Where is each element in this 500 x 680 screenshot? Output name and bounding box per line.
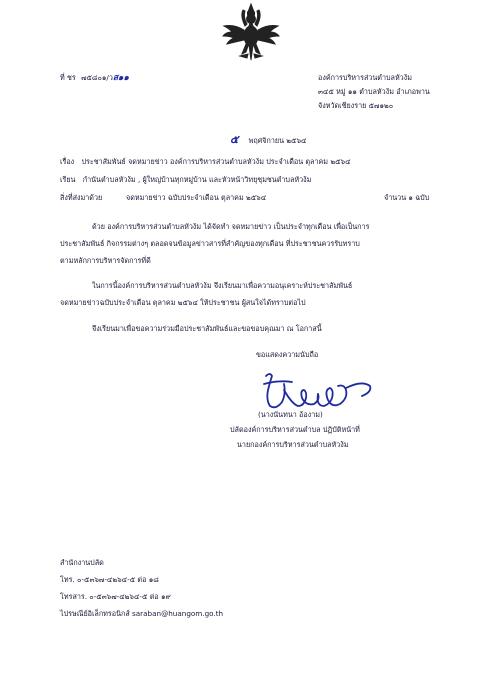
date-day-handwritten: ๕: [230, 133, 239, 146]
body-para1-line2: ประชาสัมพันธ์ กิจกรรมต่างๆ ตลอดจนข้อมูลข่าวสารที่สำคัญของทุกเดือน ที่ประชาชนควรรับทราบ: [60, 239, 360, 248]
signer-position-line2: นายกองค์การบริหารส่วนตำบลหัวง้ม: [237, 440, 349, 449]
document-number-handwritten: ส๑๑: [112, 73, 129, 83]
body-para2-line1: ในการนี้องค์การบริหารส่วนตำบลหัวง้ม จึงเรียนมาเพื่อความอนุเคราะห์ประชาสัมพันธ์: [92, 281, 353, 290]
body-para3: จึงเรียนมาเพื่อขอความร่วมมือประชาสัมพันธ์และขอขอบคุณมา ณ โอกาสนี้: [92, 324, 322, 333]
body-para2-line2: จดหมายข่าวฉบับประจำเดือน ตุลาคม ๒๕๖๔ ให้ประชาชน ผู้สนใจได้ทราบต่อไป: [60, 298, 306, 307]
signer-name: (นางนันทนา อ้องาม): [258, 410, 323, 419]
document-number-value: ๗๕๘๐๑/ว: [81, 73, 113, 82]
footer-office: สำนักงานปลัด: [60, 558, 104, 567]
body-para1-line1: ด้วย องค์การบริหารส่วนตำบลหัวง้ม ได้จัดทำ จดหมายข่าว เป็นประจำทุกเดือน เพื่อเป็นการ: [92, 222, 370, 231]
subject-text: ประชาสัมพันธ์ จดหมายข่าว องค์การบริหารส่วนตำบลหัวง้ม ประจำเดือน ตุลาคม ๒๕๖๔: [81, 157, 351, 166]
footer-phone: โทร. ๐-๕๓๖๗-๔๒๖๔-๕ ต่อ ๑๘: [60, 575, 159, 584]
recipient-text: กำนันตำบลหัวง้ม , ผู้ใหญ่บ้านทุกหมู่บ้าน และหัวหน้าวิทยุชุมชนตำบลหัวง้ม: [82, 175, 312, 184]
closing-salutation: ขอแสดงความนับถือ: [256, 350, 319, 359]
garuda-emblem-icon: [220, 2, 282, 64]
subject-label: เรื่อง: [60, 157, 75, 166]
footer-email: ไปรษณีย์อิเล็กทรอนิกส์ saraban@huangom.go.th: [60, 609, 224, 618]
document-number-prefix: ที่ ชร: [60, 73, 76, 82]
signer-position-line1: ปลัดองค์การบริหารส่วนตำบล ปฏิบัติหน้าที่: [230, 425, 360, 434]
handwritten-signature: [258, 370, 376, 414]
enclosure-count: จำนวน ๑ ฉบับ: [384, 193, 430, 202]
footer-fax: โทรสาร. ๐-๕๓๖๗-๔๒๖๔-๕ ต่อ ๑๙: [60, 592, 171, 601]
body-para1-line3: ตามหลักการบริหารจัดการที่ดี: [60, 256, 151, 265]
org-name-line: องค์การบริหารส่วนตำบลหัวง้ม: [318, 73, 412, 82]
org-province-line: จังหวัดเชียงราย ๕๗๑๒๐: [318, 101, 394, 110]
recipient-label: เรียน: [60, 175, 76, 184]
recipient-line: [60, 176, 311, 184]
org-address-line: ๓๔๕ หมู่ ๑๑ ตำบลหัวง้ม อำเภอพาน: [318, 87, 430, 96]
enclosure-label: สิ่งที่ส่งมาด้วย: [60, 193, 103, 202]
enclosure-text: จดหมายข่าว ฉบับประจำเดือน ตุลาคม ๒๕๖๔: [126, 193, 267, 202]
letter-date: [230, 134, 306, 147]
document-number: [60, 74, 129, 84]
date-month-year: พฤศจิกายน ๒๕๖๔: [248, 136, 307, 145]
subject-line: [60, 158, 351, 166]
